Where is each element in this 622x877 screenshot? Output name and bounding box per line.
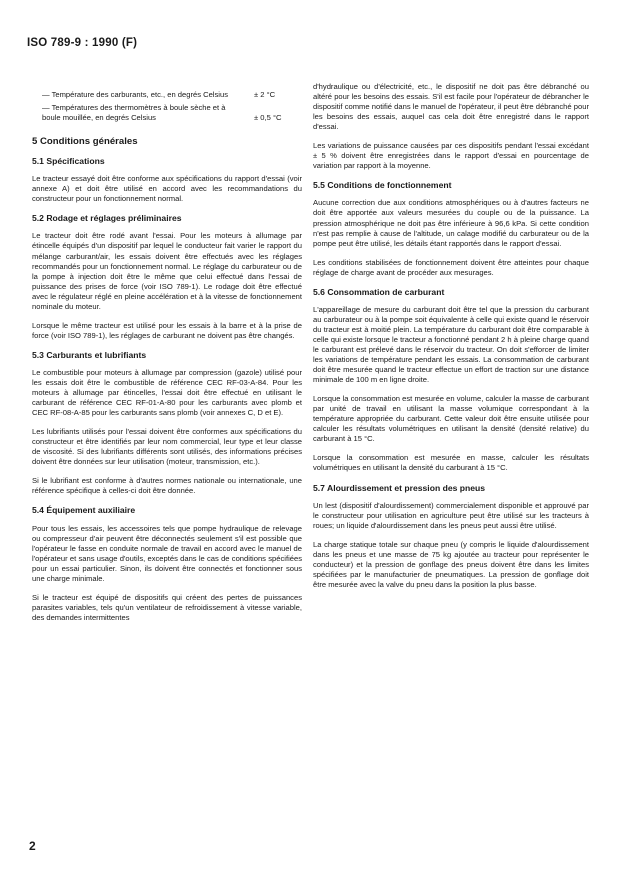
paragraph: Le combustible pour moteurs à allumage par compression (gazole) utilisé pour les essais doit être le combustible de référence CEC RF-03-A-84. Pour les moteurs à allumage par étincelles, l'essai doit être effectué en utilisant le carburant de référence CEC RF-01-A-80 pour les carburants avec plomb et CEC RF-08-A-85 pour les carburants sans plomb (voir annexes C, D et E). xyxy=(32,367,302,418)
paragraph: d'hydraulique ou d'électricité, etc., le dispositif ne doit pas être débranché ou altéré pour les besoins des essais. S'il est facile pour l'opérateur de débrancher le dispositif comme notifié dans le manuel de l'opérateur, il peut être débranché pour les besoins des essais, auquel cas cela doit être enregistré dans le rapport d'essai. xyxy=(313,82,589,132)
section-5-2-title: 5.2 Rodage et réglages préliminaires xyxy=(32,213,182,224)
paragraph: Les lubrifiants utilisés pour l'essai doivent être conformes aux spécifications du constructeur et être identifiés par leur nom commercial, leur type et leur classe de viscosité. Si des lubrifiants différents sont utilisés, des informations précises doivent être données sur leur utilisation (moteur, transmission, etc.). xyxy=(32,427,302,467)
page-number: 2 xyxy=(29,839,36,853)
tolerance-value: ± 0,5 °C xyxy=(254,113,282,123)
paragraph: Aucune correction due aux conditions atmosphériques ou à d'autres facteurs ne doit être apportée aux valeurs mesurées du couple ou de la puissance. La pression atmosphérique ne doit pas être inférieure à 96,6 kPa. Si cette condition n'est pas remplie à cause de l'altitude, un calage modifié du carburateur ou de la pompe peut être utilisé, les détails étant rapportés dans le rapport d'essai. xyxy=(313,198,589,248)
paragraph: Si le tracteur est équipé de dispositifs qui créent des pertes de puissances parasites variables, tels qu'un ventilateur de refroidissement à vitesse variable, des demandes intermittentes xyxy=(32,592,302,622)
section-5-7-title: 5.7 Alourdissement et pression des pneus xyxy=(313,482,486,493)
paragraph: Les variations de puissance causées par ces dispositifs pendant l'essai excédant ± 5 % doivent être enregistrées dans le rapport d'essai en pourcentage de variation par rapport à la moyenne. xyxy=(313,141,589,171)
tolerance-row xyxy=(42,103,302,123)
tolerance-text: — Température des carburants, etc., en degrés Celsius xyxy=(42,90,228,99)
paragraph: Les conditions stabilisées de fonctionnement doivent être atteintes pour chaque réglage de charge avant de procéder aux mesurages. xyxy=(313,257,589,277)
section-5-4-title: 5.4 Équipement auxiliaire xyxy=(32,505,136,516)
paragraph: Si le lubrifiant est conforme à d'autres normes nationale ou internationale, une référence spécifique à celles-ci doit être donnée. xyxy=(32,476,302,496)
left-column xyxy=(32,90,302,632)
tolerance-value: ± 2 °C xyxy=(254,90,276,99)
paragraph: Lorsque la consommation est mesurée en volume, calculer la masse de carburant par unité de travail en utilisant la masse volumique correspondant à la température appropriée du carburant. Cette valeur doit être ensuite utilisée pour calculer les résultats volumétriques en utilisant la densité (densité relative) du carburant à 15 °C. xyxy=(313,394,589,444)
section-5-1-title: 5.1 Spécifications xyxy=(32,156,105,167)
paragraph: La charge statique totale sur chaque pneu (y compris le liquide d'alourdissement dans les pneus et une masse de 75 kg ajoutée au tracteur pour représenter le conducteur) et la pression de gonflage des pneus doivent être dans les limites spécifiées par le manufacturier de pneumatiques. La pression de gonflage doit être mesurée avec la valve du pneu dans la position la plus basse. xyxy=(313,539,589,589)
section-5-6-title: 5.6 Consommation de carburant xyxy=(313,286,445,297)
tolerance-row xyxy=(42,90,302,100)
paragraph: Un lest (dispositif d'alourdissement) commercialement disponible et approuvé par le constructeur pour utilisation en agriculture peut être utilisé sur les tracteurs à roues; un liquide d'alourdissement dans les pneus peut aussi être utilisé. xyxy=(313,500,589,530)
section-5-title: 5 Conditions générales xyxy=(32,136,138,148)
paragraph: Lorsque la consommation est mesurée en masse, calculer les résultats volumétriques en utilisant la densité du carburant à 15 °C. xyxy=(313,453,589,473)
section-5-3-title: 5.3 Carburants et lubrifiants xyxy=(32,349,147,360)
tolerance-list xyxy=(32,90,302,123)
paragraph: Pour tous les essais, les accessoires tels que pompe hydraulique de relevage ou compresseur d'air peuvent être déconnectés seulement s'il est possible que l'opérateur le fasse en conduite normale de travail en accord avec le manuel de l'opérateur et sans usage d'outils, exceptés dans le cas de conditions spécifiées pour un essai particulier. Sinon, ils doivent être connectés et fonctionner sous une charge minimale. xyxy=(32,523,302,583)
right-column xyxy=(313,82,589,599)
paragraph: L'appareillage de mesure du carburant doit être tel que la pression du carburant au carburateur ou à la pompe soit équivalente à celle qui existe quand le réservoir du tracteur est à moitié plein. La température du carburant doit être comparable à celle qui existe lorsque le tracteur a fonctionné pendant 2 h à pleine charge quand le carburant est prélevé dans le réservoir du tracteur. On doit s'efforcer de limiter les variations de température pendant les essais. La consommation de carburant doit être mesurée quand le tracteur effectue un effort de traction sur une distance minimale de 100 m en ligne droite. xyxy=(313,304,589,385)
paragraph: Le tracteur doit être rodé avant l'essai. Pour les moteurs à allumage par étincelle équipés d'un dispositif par lequel le conducteur fait varier le rapport du mélange carburant/air, les essais doivent être effectués avec les réglages recommandés pour un fonctionnement normal. Le réglage du carburateur ou de la pompe à injection doit être le même que celui effectué dans l'essai de puissance des prises de force (voir ISO 789-1). Le rodage doit être effectué avec le régulateur réglé en pleine accélération et à la vitesse de fonctionnement nominale du moteur. xyxy=(32,231,302,311)
section-5-5-title: 5.5 Conditions de fonctionnement xyxy=(313,180,452,191)
document-header: ISO 789-9 : 1990 (F) xyxy=(27,37,138,49)
tolerance-text: — Températures des thermomètres à boule sèche et à boule mouillée, en degrés Celsius xyxy=(42,103,226,123)
paragraph: Lorsque le même tracteur est utilisé pour les essais à la barre et à la prise de force (voir ISO 789-1), les réglages de carburant ne doivent pas être changés. xyxy=(32,320,302,340)
paragraph: Le tracteur essayé doit être conforme aux spécifications du rapport d'essai (voir annexe A) et doit être utilisé en accord avec les recommandations du constructeur pour un fonctionnement normal. xyxy=(32,174,302,204)
